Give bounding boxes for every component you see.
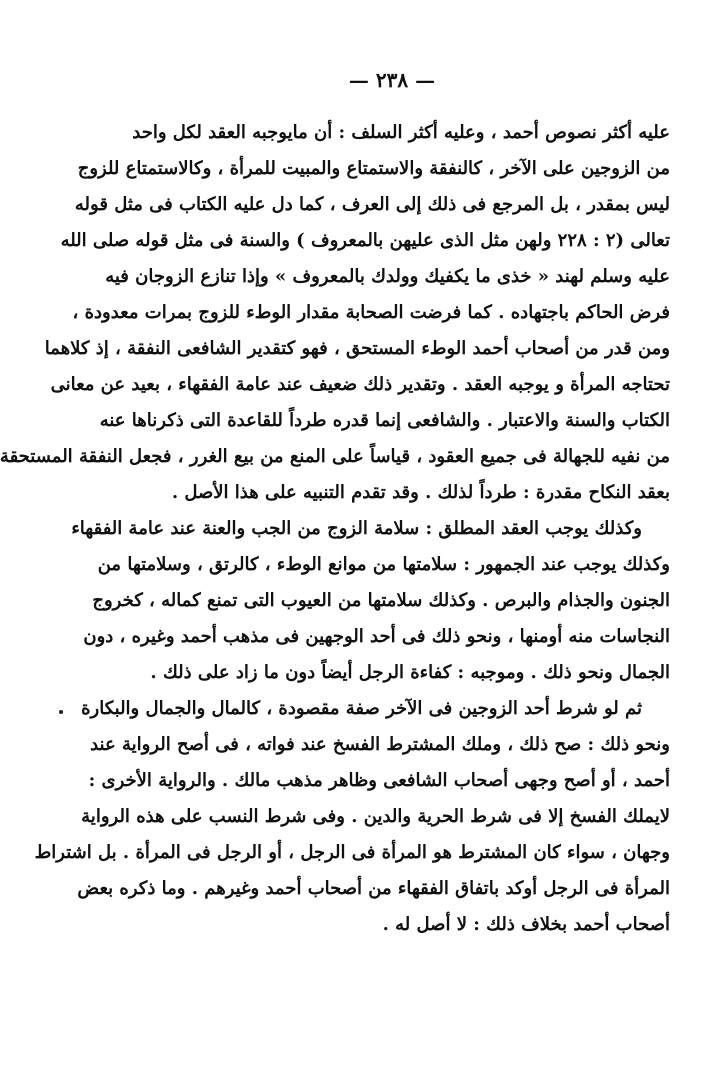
text-line: تعالى (٢ : ٢٢٨ ولهن مثل الذى عليهن بالمعروف ) والسنة فى مثل قوله صلى الله <box>60 230 670 251</box>
text-line: ثم لو شرط أحد الزوجين فى الآخر صفة مقصودة ، كالمال والجمال والبكارة <box>81 698 642 719</box>
text-line: أصحاب أحمد بخلاف ذلك : لا أصل له . <box>382 914 670 935</box>
text-line: من نفيه للجهالة فى جميع العقود ، قياساً على المنع من بيع الغرر ، فجعل النفقة المستحقة <box>0 446 670 467</box>
text-line: ونحو ذلك : صح ذلك ، وملك المشترط الفسخ عند فواته ، فى أصح الرواية عند <box>90 734 670 755</box>
text-line: فرض الحاكم باجتهاده . كما فرضت الصحابة مقدار الوطء للزوج بمرات معدودة ، <box>72 302 670 323</box>
text-line: لايملك الفسخ إلا فى شرط الحرية والدين . وفى شرط النسب على هذه الرواية <box>81 806 670 827</box>
text-line: الكتاب والسنة والاعتبار . والشافعى إنما قدره طرداً للقاعدة التى ذكرناها عنه <box>99 410 670 431</box>
text-line: ومن قدر من أصحاب أحمد الوطء المستحق ، فهو كتقدير الشافعى النفقة ، إذ كلاهما <box>44 338 670 359</box>
text-line: النجاسات منه أومنها ، ونحو ذلك فى أحد الوجهين فى مذهب أحمد وغيره ، دون <box>83 626 670 647</box>
page-number: — ٢٣٨ — <box>348 68 436 92</box>
text-line: أحمد ، أو أصح وجهى أصحاب الشافعى وظاهر مذهب مالك . والرواية الأخرى : <box>88 770 670 791</box>
text-line: من الزوجين على الآخر ، كالنفقة والاستمتاع والمبيت للمرأة ، وكالاستمتاع للزوج <box>77 158 670 179</box>
text-line: وجهان ، سواء كان المشترط هو المرأة فى الرجل ، أو الرجل فى المرأة . بل اشتراط <box>34 842 670 863</box>
text-line: وكذلك يوجب عند الجمهور : سلامتها من موانع الوطء ، كالرتق ، وسلامتها من <box>97 554 670 575</box>
text-line: تحتاجه المرأة و يوجبه العقد . وتقدير ذلك ضعيف عند عامة الفقهاء ، بعيد عن معانى <box>50 374 670 395</box>
text-line: الجمال ونحو ذلك . وموجبه : كفاءة الرجل أيضاً دون ما زاد على ذلك . <box>150 662 670 683</box>
text-line: عليه وسلم لهند « خذى ما يكفيك وولدك بالمعروف » وإذا تنازع الزوجان فيه <box>105 266 670 287</box>
text-line: عليه أكثر نصوص أحمد ، وعليه أكثر السلف : أن مايوجبه العقد لكل واحد <box>132 122 670 143</box>
text-line: المرأة فى الرجل أوكد باتفاق الفقهاء من أصحاب أحمد وغيرهم . وما ذكره بعض <box>77 878 670 899</box>
text-line: وكذلك يوجب العقد المطلق : سلامة الزوج من الجب والعنة عند عامة الفقهاء <box>71 518 642 539</box>
text-line: ليس بمقدر ، بل المرجع فى ذلك إلى العرف ، كما دل عليه الكتاب فى مثل قوله <box>74 194 670 215</box>
body-text <box>0 115 670 943</box>
text-line: الجنون والجذام والبرص . وكذلك سلامتها من العيوب التى تمنع كماله ، كخروج <box>92 590 670 611</box>
text-line: بعقد النكاح مقدرة : طرداً لذلك . وقد تقدم التنبيه على هذا الأصل . <box>171 482 670 503</box>
margin-mark <box>59 710 63 714</box>
